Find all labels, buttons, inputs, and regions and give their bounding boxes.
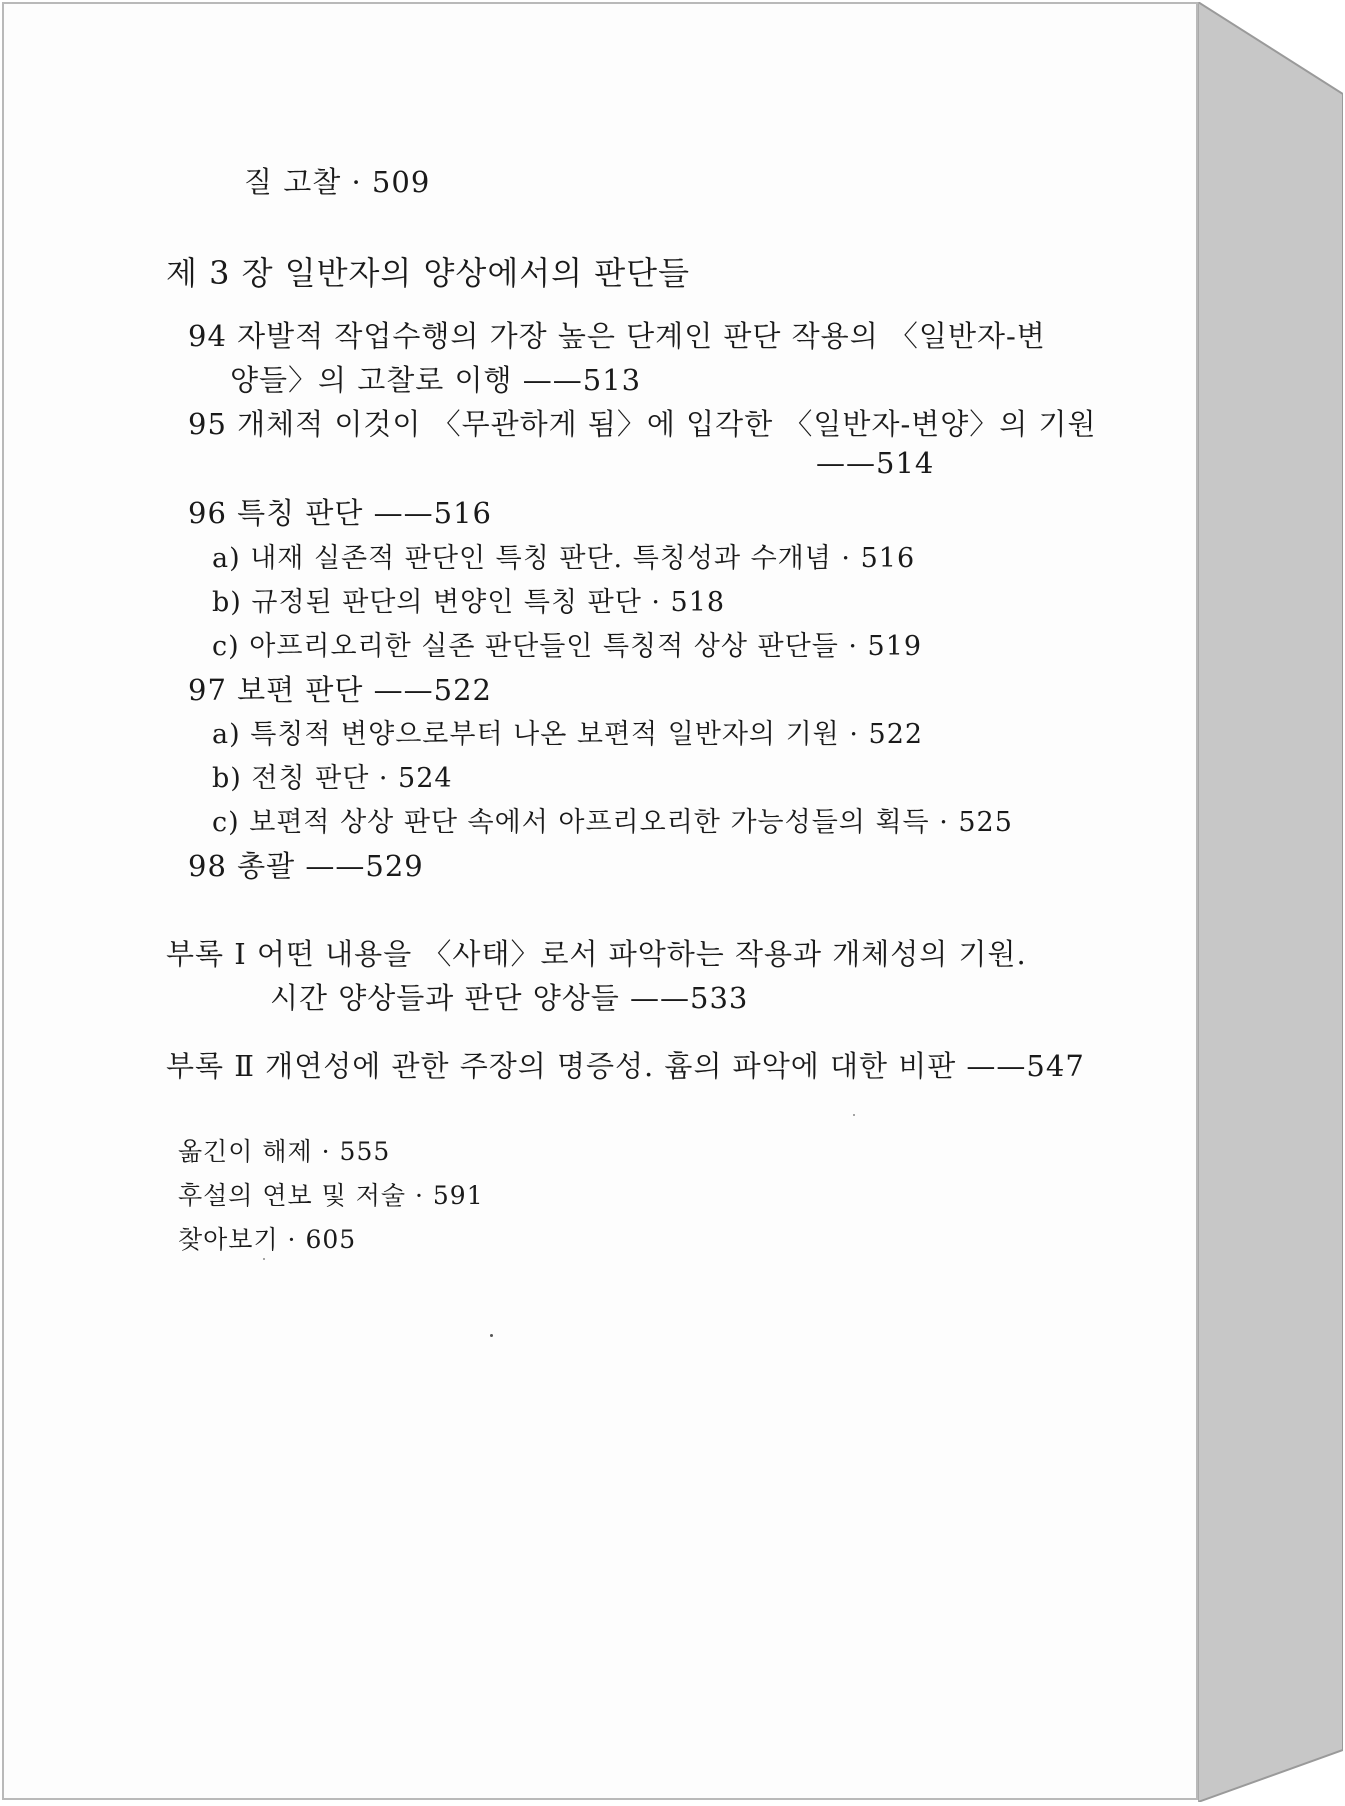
- toc-subsection-96a: a) 내재 실존적 판단인 특칭 판단. 특칭성과 수개념 · 516: [212, 543, 916, 574]
- toc-subsection-96b: b) 규정된 판단의 변양인 특칭 판단 · 518: [212, 587, 726, 618]
- table-of-contents: [4, 4, 1196, 1798]
- appendix-2: 부록 Ⅱ 개연성에 관한 주장의 명증성. 흄의 파악에 대한 비판 ——547: [166, 1049, 1085, 1083]
- appendix-1: 부록 Ⅰ 어떤 내용을 〈사태〉로서 파악하는 작용과 개체성의 기원.: [166, 937, 1027, 971]
- chronology-works: 후설의 연보 및 저술 · 591: [178, 1181, 484, 1210]
- scan-speck: [263, 1258, 265, 1260]
- chapter-heading: 제 3 장 일반자의 양상에서의 판단들: [166, 254, 690, 292]
- toc-section-94: 94 자발적 작업수행의 가장 높은 단계인 판단 작용의 〈일반자-변: [188, 319, 1046, 353]
- translator-commentary: 옮긴이 해제 · 555: [178, 1137, 391, 1166]
- toc-section-94-cont: 양들〉의 고찰로 이행 ——513: [230, 363, 642, 397]
- toc-subsection-97b: b) 전칭 판단 · 524: [212, 763, 453, 794]
- appendix-1-cont: 시간 양상들과 판단 양상들 ——533: [270, 981, 749, 1015]
- toc-section-98: 98 총괄 ——529: [188, 849, 424, 883]
- book-spine-edge: [1198, 2, 1343, 1802]
- toc-section-95: 95 개체적 이것이 〈무관하게 됨〉에 입각한 〈일반자-변양〉의 기원: [188, 407, 1097, 441]
- toc-section-96: 96 특칭 판단 ——516: [188, 496, 492, 530]
- toc-section-97: 97 보편 판단 ——522: [188, 673, 492, 707]
- scan-speck: [490, 1334, 493, 1337]
- toc-subsection-97a: a) 특칭적 변양으로부터 나온 보편적 일반자의 기원 · 522: [212, 719, 924, 750]
- index: 찾아보기 · 605: [178, 1225, 357, 1254]
- toc-section-95-page: ——514: [816, 446, 935, 480]
- toc-line-continuation: 질 고찰 · 509: [244, 165, 431, 199]
- book-page: [2, 2, 1198, 1800]
- scan-speck: [853, 1114, 855, 1116]
- toc-subsection-96c: c) 아프리오리한 실존 판단들인 특칭적 상상 판단들 · 519: [212, 631, 923, 662]
- toc-subsection-97c: c) 보편적 상상 판단 속에서 아프리오리한 가능성들의 획득 · 525: [212, 807, 1013, 838]
